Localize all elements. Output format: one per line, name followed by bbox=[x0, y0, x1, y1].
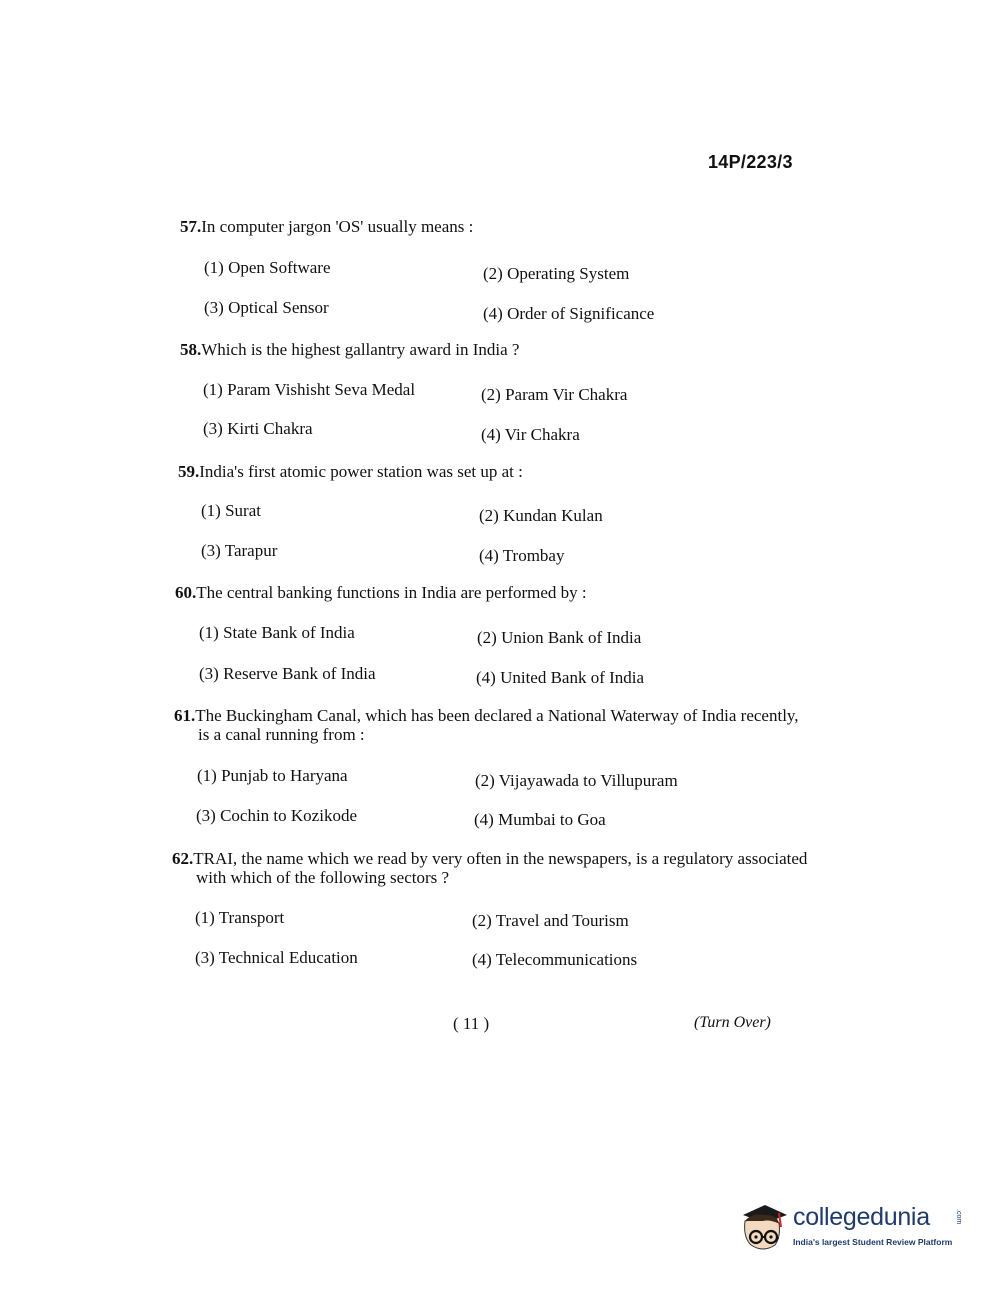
question-text: The central banking functions in India are performed by : bbox=[196, 583, 587, 602]
question-text: In computer jargon 'OS' usually means : bbox=[201, 217, 474, 236]
option-2: (2) Travel and Tourism bbox=[472, 911, 629, 930]
option-4: (4) Order of Significance bbox=[483, 304, 655, 323]
collegedunia-watermark bbox=[735, 1197, 965, 1257]
option-1: (1) Open Software bbox=[204, 258, 331, 277]
question-number: 60. bbox=[175, 583, 197, 602]
question-number: 62. bbox=[172, 849, 194, 868]
paper-code: 14P/223/3 bbox=[708, 152, 793, 172]
question-number: 59. bbox=[178, 462, 200, 481]
option-3: (3) Cochin to Kozikode bbox=[196, 806, 357, 825]
option-4: (4) United Bank of India bbox=[476, 668, 645, 687]
option-1: (1) State Bank of India bbox=[199, 623, 355, 642]
option-3: (3) Technical Education bbox=[195, 948, 358, 967]
option-2: (2) Vijayawada to Villupuram bbox=[475, 771, 678, 790]
graduate-mascot-icon bbox=[735, 1197, 791, 1257]
question-number: 57. bbox=[180, 217, 202, 236]
question-text: TRAI, the name which we read by very often in the newspapers, is a regulatory associated with which of the following sectors ? bbox=[193, 849, 808, 887]
question-text: Which is the highest gallantry award in India ? bbox=[201, 340, 520, 359]
option-4: (4) Trombay bbox=[479, 546, 565, 565]
option-4: (4) Telecommunications bbox=[472, 950, 638, 969]
brand-name: collegedunia bbox=[793, 1203, 930, 1231]
option-2: (2) Kundan Kulan bbox=[479, 506, 603, 525]
option-4: (4) Mumbai to Goa bbox=[474, 810, 606, 829]
option-2: (2) Union Bank of India bbox=[477, 628, 642, 647]
option-1: (1) Punjab to Haryana bbox=[197, 766, 348, 785]
brand-suffix: .com bbox=[955, 1209, 962, 1225]
option-3: (3) Kirti Chakra bbox=[203, 419, 313, 438]
brand-tagline: India's largest Student Review Platform bbox=[793, 1237, 953, 1247]
option-4: (4) Vir Chakra bbox=[481, 425, 580, 444]
option-1: (1) Transport bbox=[195, 908, 285, 927]
page-number: ( 11 ) bbox=[453, 1014, 490, 1033]
question-text: The Buckingham Canal, which has been declared a National Waterway of India recently, is a canal running from : bbox=[195, 706, 799, 744]
option-1: (1) Surat bbox=[201, 501, 261, 520]
option-1: (1) Param Vishisht Seva Medal bbox=[203, 380, 416, 399]
option-3: (3) Tarapur bbox=[201, 541, 278, 560]
option-2: (2) Operating System bbox=[483, 264, 630, 283]
option-3: (3) Reserve Bank of India bbox=[199, 664, 376, 683]
question-text: India's first atomic power station was set up at : bbox=[199, 462, 523, 481]
question-number: 58. bbox=[180, 340, 202, 359]
turn-over-note: (Turn Over) bbox=[694, 1014, 771, 1031]
option-2: (2) Param Vir Chakra bbox=[481, 385, 628, 404]
question-number: 61. bbox=[174, 706, 196, 725]
option-3: (3) Optical Sensor bbox=[204, 298, 329, 317]
